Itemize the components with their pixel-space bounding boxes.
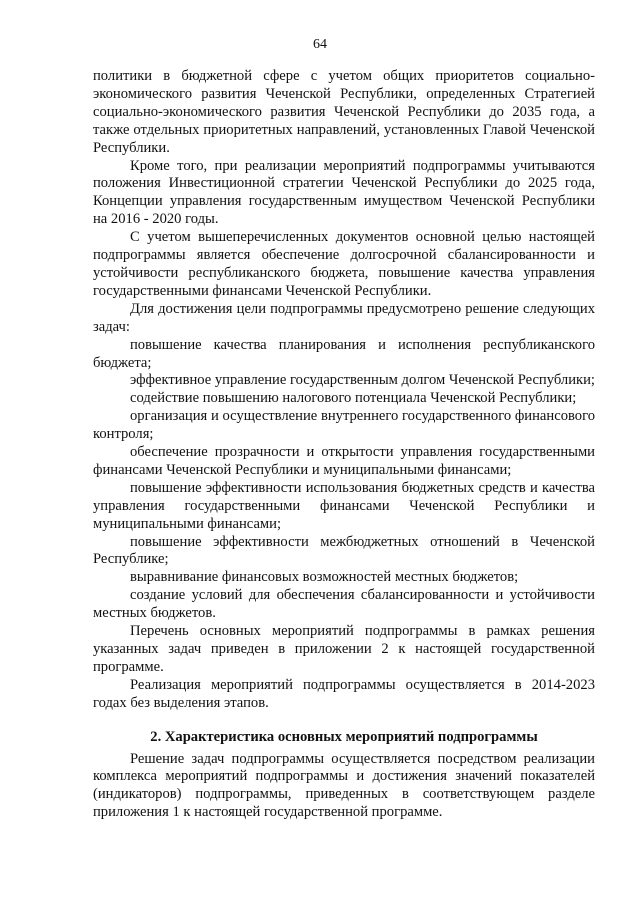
paragraph-section-body: Решение задач подпрограммы осуществляется посредством реализации комплекса мероприятий подпрограммы и достижения значений показателей (индикаторов) подпрограммы, приведенных в соответствующем разделе приложения 1 к настоящей государственной программе. [93, 750, 595, 821]
paragraph-investment-strategy: Кроме того, при реализации мероприятий подпрограммы учитываются положения Инвестиционной стратегии Чеченской Республики до 2025 года, Концепции управления государственным имуществом Чеченской Республики на 2016 - 2020 годы. [93, 157, 595, 228]
task-item: создание условий для обеспечения сбалансированности и устойчивости местных бюджетов. [93, 587, 595, 622]
paragraph-main-goal: С учетом вышеперечисленных документов основной целью настоящей подпрограммы является обеспечение долгосрочной сбалансированности и устойчивости республиканского бюджета, повышение качества управления государственными финансами Чеченской Республики. [93, 229, 595, 299]
page-number: 64 [313, 37, 327, 52]
task-item: содействие повышению налогового потенциала Чеченской Республики; [130, 390, 577, 407]
task-item: эффективное управление государственным долгом Чеченской Республики; [130, 372, 595, 389]
task-item: обеспечение прозрачности и открытости управления государственными финансами Чеченской Республики и муниципальными финансами; [93, 444, 595, 478]
paragraph-implementation-period: Реализация мероприятий подпрограммы осуществляется в 2014-2023 годах без выделения этапов. [93, 676, 595, 711]
paragraph-continuation: политики в бюджетной сфере с учетом общих приоритетов социально-экономического развития Чеченской Республики, определенных Стратегией социально-экономического развития Чеченской Республики до 2035 года, а также отдельных приоритетных направлений, установленных Главой Чеченской Республики. [93, 68, 595, 156]
task-item: организация и осуществление внутреннего государственного финансового контроля; [93, 408, 595, 443]
paragraph-activities-list: Перечень основных мероприятий подпрограммы в рамках решения указанных задач приведен в приложении 2 к настоящей государственной программе. [93, 623, 595, 675]
task-item: выравнивание финансовых возможностей местных бюджетов; [130, 569, 519, 586]
task-item: повышение эффективности межбюджетных отношений в Чеченской Республике; [93, 533, 595, 568]
task-item: повышение эффективности использования бюджетных средств и качества управления государственными финансами Чеченской Республики и муниципальными финансами; [93, 479, 595, 532]
task-item: повышение качества планирования и исполнения республиканского бюджета; [93, 336, 595, 371]
document-body [93, 68, 595, 822]
section-heading: 2. Характеристика основных мероприятий подпрограммы [150, 728, 538, 745]
paragraph-tasks-intro: Для достижения цели подпрограммы предусмотрено решение следующих задач: [93, 300, 595, 335]
